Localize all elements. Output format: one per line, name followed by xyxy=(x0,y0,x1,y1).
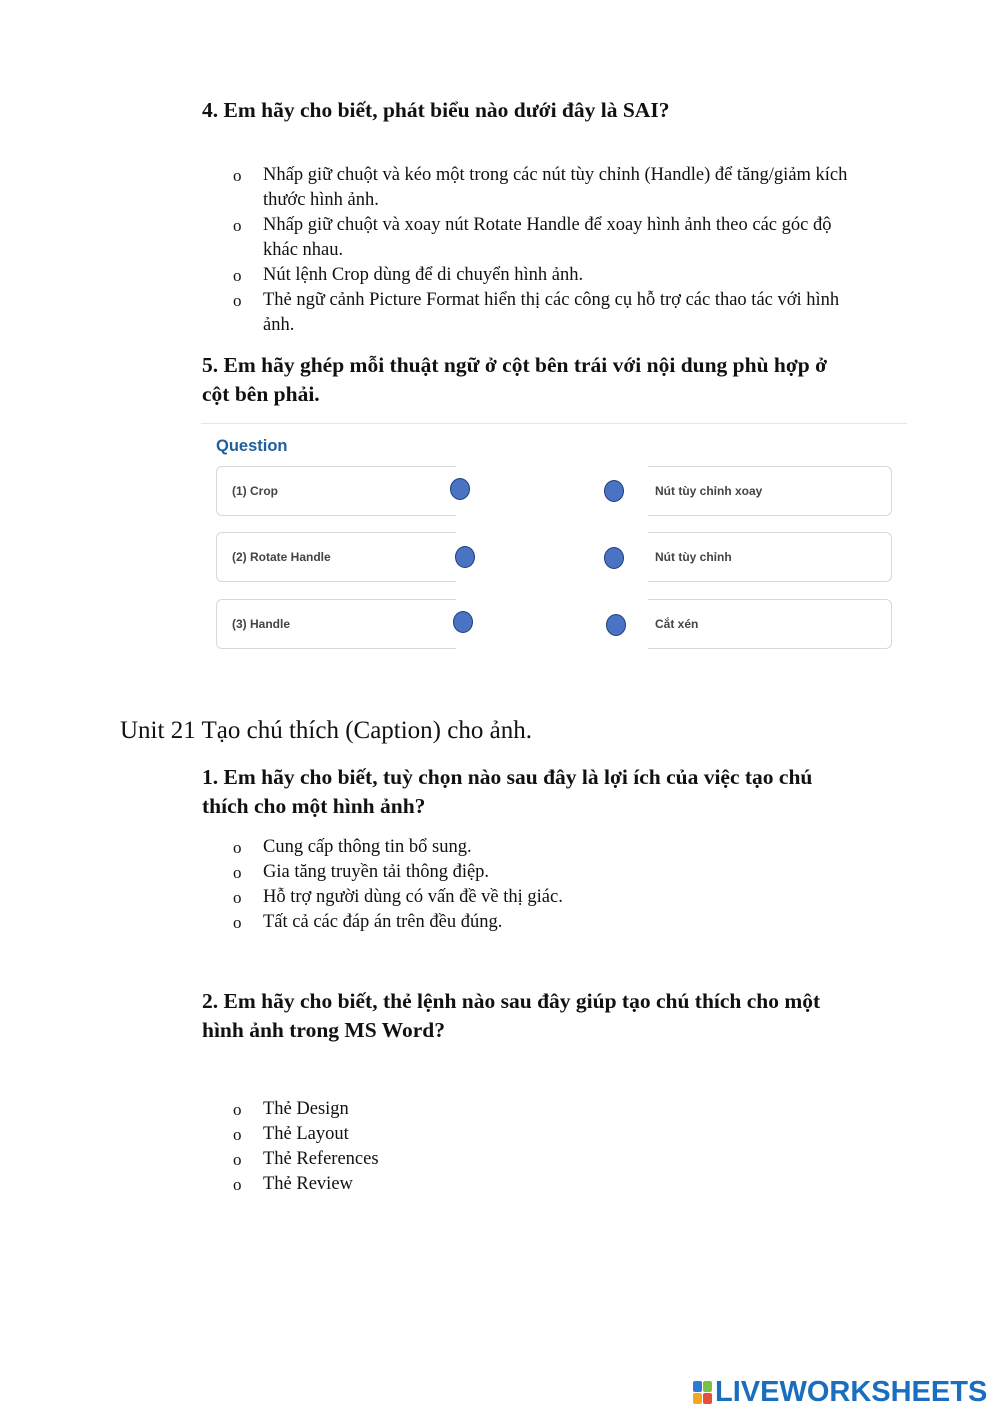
u21-q2-option-1[interactable] xyxy=(232,1097,912,1122)
radio-bullet-icon[interactable]: o xyxy=(233,1125,242,1144)
option-text: Gia tăng truyền tải thông điệp. xyxy=(263,862,490,882)
option-text: Thẻ Layout xyxy=(263,1124,349,1144)
option-text: Thẻ Design xyxy=(263,1099,349,1119)
unit-title: Unit 21 Tạo chú thích (Caption) cho ảnh. xyxy=(120,717,532,744)
u21-q2-title-line2: hình ảnh trong MS Word? xyxy=(202,1018,445,1042)
option-text-cont: ảnh. xyxy=(263,315,295,335)
q4-option-2[interactable] xyxy=(232,213,912,263)
match-right-connector-1[interactable] xyxy=(604,480,624,502)
q4-title: 4. Em hãy cho biết, phát biểu nào dưới đây là SAI? xyxy=(202,98,670,122)
radio-bullet-icon[interactable]: o xyxy=(233,913,242,932)
u21-q1-option-2[interactable] xyxy=(232,860,912,885)
u21-q1-option-1[interactable] xyxy=(232,835,912,860)
radio-bullet-icon[interactable]: o xyxy=(233,216,242,235)
u21-q1-option-4[interactable] xyxy=(232,910,912,935)
matching-widget xyxy=(201,423,907,663)
u21-q1-title-line1: 1. Em hãy cho biết, tuỳ chọn nào sau đây là lợi ích của việc tạo chú xyxy=(202,765,813,789)
match-right-item-1[interactable]: Nút tùy chỉnh xoay xyxy=(648,466,892,516)
option-text-cont: thước hình ảnh. xyxy=(263,190,379,210)
q4-option-4[interactable] xyxy=(232,288,912,338)
radio-bullet-icon[interactable]: o xyxy=(233,838,242,857)
option-text: Cung cấp thông tin bổ sung. xyxy=(263,837,472,857)
radio-bullet-icon[interactable]: o xyxy=(233,1100,242,1119)
q5-title-line1: 5. Em hãy ghép mỗi thuật ngữ ở cột bên trái với nội dung phù hợp ở xyxy=(202,353,828,377)
option-text: Nhấp giữ chuột và xoay nút Rotate Handle để xoay hình ảnh theo các góc độ xyxy=(263,215,832,235)
match-left-connector-1[interactable] xyxy=(450,478,470,500)
u21-q2-title xyxy=(202,987,820,1045)
option-text: Thẻ Review xyxy=(263,1174,353,1194)
match-left-item-2[interactable]: (2) Rotate Handle xyxy=(216,532,456,582)
u21-q2-option-3[interactable] xyxy=(232,1147,912,1172)
radio-bullet-icon[interactable]: o xyxy=(233,1150,242,1169)
option-text: Hỗ trợ người dùng có vấn đề về thị giác. xyxy=(263,887,563,907)
u21-q2-option-2[interactable] xyxy=(232,1122,912,1147)
divider xyxy=(201,423,907,424)
option-text: Tất cả các đáp án trên đều đúng. xyxy=(263,912,503,932)
option-text: Nhấp giữ chuột và kéo một trong các nút tùy chỉnh (Handle) để tăng/giảm kích xyxy=(263,165,848,185)
option-text: Thẻ References xyxy=(263,1149,379,1169)
u21-q2-option-4[interactable] xyxy=(232,1172,912,1197)
liveworksheets-logo[interactable] xyxy=(693,1376,987,1409)
radio-bullet-icon[interactable]: o xyxy=(233,863,242,882)
match-right-item-3[interactable]: Cắt xén xyxy=(648,599,892,649)
liveworksheets-logo-icon xyxy=(693,1381,713,1405)
brand-text: LIVEWORKSHEETS xyxy=(715,1376,988,1408)
u21-q1-option-3[interactable] xyxy=(232,885,912,910)
match-left-connector-3[interactable] xyxy=(453,611,473,633)
match-left-item-3[interactable]: (3) Handle xyxy=(216,599,456,649)
u21-q1-options xyxy=(232,835,912,935)
radio-bullet-icon[interactable]: o xyxy=(233,266,242,285)
q4-option-1[interactable] xyxy=(232,163,912,213)
u21-q2-options xyxy=(232,1097,912,1197)
match-left-connector-2[interactable] xyxy=(455,546,475,568)
match-left-item-1[interactable]: (1) Crop xyxy=(216,466,456,516)
option-text: Thẻ ngữ cảnh Picture Format hiển thị các công cụ hỗ trợ các thao tác với hình xyxy=(263,290,840,310)
u21-q2-title-line1: 2. Em hãy cho biết, thẻ lệnh nào sau đây giúp tạo chú thích cho một xyxy=(202,989,821,1013)
q5-title xyxy=(202,351,827,409)
matching-label: Question xyxy=(216,437,288,455)
radio-bullet-icon[interactable]: o xyxy=(233,291,242,310)
radio-bullet-icon[interactable]: o xyxy=(233,888,242,907)
match-right-connector-2[interactable] xyxy=(604,547,624,569)
q4-options xyxy=(232,163,912,338)
match-right-item-2[interactable]: Nút tùy chỉnh xyxy=(648,532,892,582)
option-text: Nút lệnh Crop dùng để di chuyển hình ảnh. xyxy=(263,265,584,285)
match-right-connector-3[interactable] xyxy=(606,614,626,636)
option-text-cont: khác nhau. xyxy=(263,240,344,260)
q5-title-line2: cột bên phải. xyxy=(202,382,320,406)
u21-q1-title xyxy=(202,763,812,821)
radio-bullet-icon[interactable]: o xyxy=(233,166,242,185)
q4-option-3[interactable] xyxy=(232,263,912,288)
u21-q1-title-line2: thích cho một hình ảnh? xyxy=(202,794,426,818)
radio-bullet-icon[interactable]: o xyxy=(233,1175,242,1194)
